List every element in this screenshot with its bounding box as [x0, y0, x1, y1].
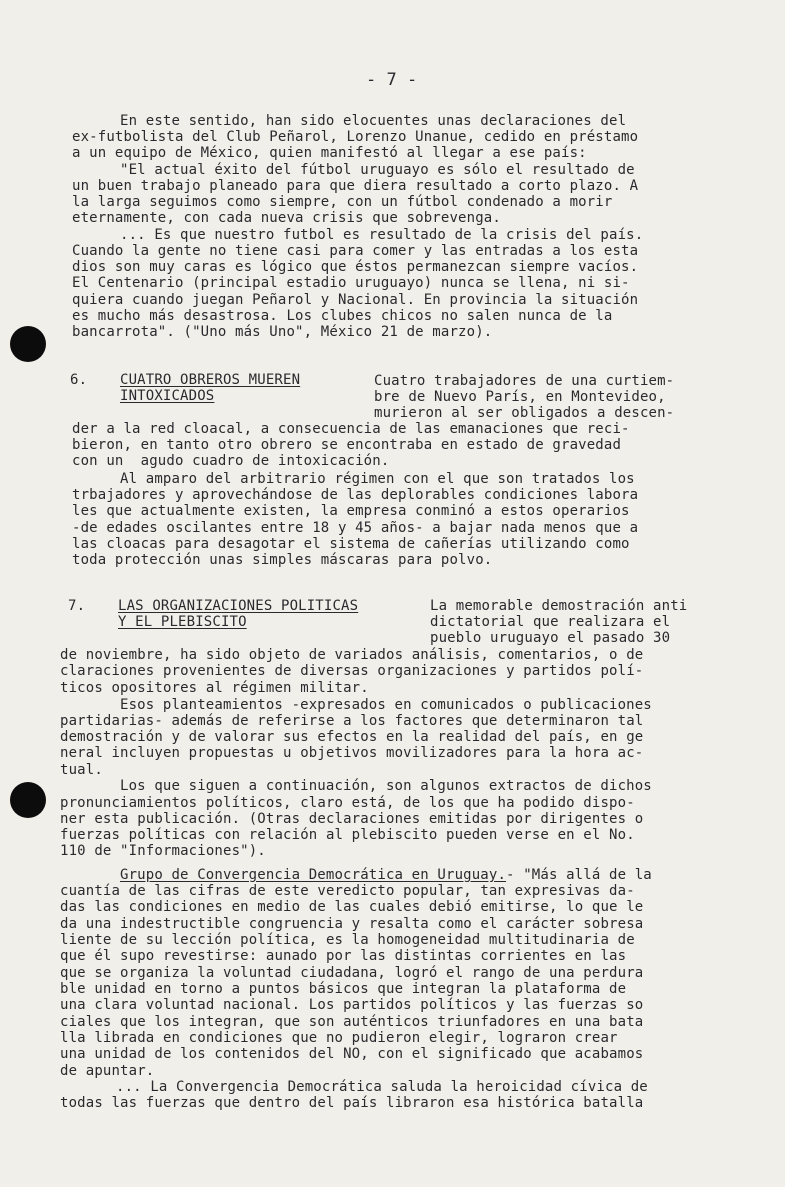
body-line: eternamente, con cada nueva crisis que sobrevenga.: [72, 210, 501, 226]
body-line: una clara voluntad nacional. Los partidos políticos y las fuerzas so: [60, 997, 644, 1013]
body-line: - "Más allá de la: [506, 867, 652, 883]
body-line: a un equipo de México, quien manifestó al llegar a ese país:: [72, 145, 587, 161]
body-line: Cuando la gente no tiene casi para comer y las entradas a los esta: [72, 243, 639, 259]
body-line: con un agudo cuadro de intoxicación.: [72, 453, 390, 469]
body-line: fuerzas políticas con relación al plebiscito pueden verse en el No.: [60, 827, 635, 843]
body-line: bieron, en tanto otro obrero se encontraba en estado de gravedad: [72, 437, 622, 453]
body-line: pronunciamientos políticos, claro está, de los que ha podido dispo-: [60, 795, 635, 811]
body-line: ticos opositores al régimen militar.: [60, 680, 369, 696]
body-line: trbajadores y aprovechándose de las deplorables condiciones labora: [72, 487, 639, 503]
side-text-line: dictatorial que realizara el: [430, 614, 671, 630]
body-line: "El actual éxito del fútbol uruguayo es sólo el resultado de: [120, 162, 635, 178]
body-line: partidarias- además de referirse a los factores que determinaron tal: [60, 713, 644, 729]
side-text-line: bre de Nuevo París, en Montevideo,: [374, 389, 666, 405]
punch-hole-top: [10, 326, 46, 362]
body-line: las cloacas para desagotar el sistema de cañerías utilizando como: [72, 536, 630, 552]
body-line: das las condiciones en medio de las cuales debió emitirse, lo que le: [60, 899, 644, 915]
body-line: un buen trabajo planeado para que diera resultado a corto plazo. A: [72, 178, 639, 194]
body-line: Al amparo del arbitrario régimen con el que son tratados los: [120, 471, 635, 487]
body-line: En este sentido, han sido elocuentes unas declaraciones del: [120, 113, 627, 129]
side-text-line: La memorable demostración anti: [430, 598, 688, 614]
body-line: que él supo revestirse: aunado por las distintas corrientes en las: [60, 948, 627, 964]
section-heading: INTOXICADOS: [120, 388, 215, 404]
body-line: neral incluyen propuestas u objetivos movilizadores para la hora ac-: [60, 745, 644, 761]
body-line: da una indestructible congruencia y resalta como el carácter sobresa: [60, 916, 644, 932]
page-number: - 7 -: [366, 70, 418, 90]
section-heading: CUATRO OBREROS MUEREN: [120, 372, 301, 388]
body-line: tual.: [60, 762, 103, 778]
section-heading: Y EL PLEBISCITO: [118, 614, 247, 630]
body-line: quiera cuando juegan Peñarol y Nacional. En provincia la situación: [72, 292, 639, 308]
body-line: es mucho más desastrosa. Los clubes chicos no salen nunca de la: [72, 308, 613, 324]
body-line: -de edades oscilantes entre 18 y 45 años- a bajar nada menos que a: [72, 520, 639, 536]
body-line: ... Es que nuestro futbol es resultado de la crisis del país.: [120, 227, 644, 243]
body-line: una unidad de los contenidos del NO, con el significado que acabamos: [60, 1046, 644, 1062]
body-line: cuantía de las cifras de este veredicto popular, tan expresivas da-: [60, 883, 635, 899]
body-line: der a la red cloacal, a consecuencia de las emanaciones que reci-: [72, 421, 630, 437]
body-line: bancarrota". ("Uno más Uno", México 21 de marzo).: [72, 324, 493, 340]
body-line: de apuntar.: [60, 1063, 155, 1079]
body-line: 110 de "Informaciones").: [60, 843, 266, 859]
side-text-line: murieron al ser obligados a descen-: [374, 405, 675, 421]
group-heading: Grupo de Convergencia Democrática en Uruguay.: [120, 867, 507, 883]
body-line: claraciones provenientes de diversas organizaciones y partidos polí-: [60, 663, 644, 679]
body-line: Esos planteamientos -expresados en comunicados o publicaciones: [120, 697, 652, 713]
body-line: todas las fuerzas que dentro del país libraron esa histórica batalla: [60, 1095, 644, 1111]
body-line: ner esta publicación. (Otras declaraciones emitidas por dirigentes o: [60, 811, 644, 827]
body-line: que se organiza la voluntad ciudadana, logró el rango de una perdura: [60, 965, 644, 981]
body-line: ble unidad en torno a puntos básicos que integran la plataforma de: [60, 981, 627, 997]
side-text-line: Cuatro trabajadores de una curtiem-: [374, 373, 675, 389]
side-text-line: pueblo uruguayo el pasado 30: [430, 630, 671, 646]
section-number: 7.: [68, 598, 86, 614]
body-line: liente de su lección política, es la homogeneidad multitudinaria de: [60, 932, 635, 948]
body-line: El Centenario (principal estadio uruguayo) nunca se llena, ni si-: [72, 275, 630, 291]
punch-hole-bottom: [10, 782, 46, 818]
body-line: de noviembre, ha sido objeto de variados análisis, comentarios, o de: [60, 647, 644, 663]
section-heading: LAS ORGANIZACIONES POLITICAS: [118, 598, 359, 614]
body-line: demostración y de valorar sus efectos en la realidad del país, en ge: [60, 729, 644, 745]
body-line: les que actualmente existen, la empresa conminó a estos operarios: [72, 503, 630, 519]
body-line: toda protección unas simples máscaras para polvo.: [72, 552, 493, 568]
body-line: Los que siguen a continuación, son algunos extractos de dichos: [120, 778, 652, 794]
body-line: ex-futbolista del Club Peñarol, Lorenzo Unanue, cedido en préstamo: [72, 129, 639, 145]
body-line: la larga seguimos como siempre, con un fútbol condenado a morir: [72, 194, 613, 210]
body-line: lla librada en condiciones que no pudieron elegir, lograron crear: [60, 1030, 618, 1046]
body-line: ciales que los integran, que son auténticos triunfadores en una bata: [60, 1014, 644, 1030]
body-line: dios son muy caras es lógico que éstos permanezcan siempre vacíos.: [72, 259, 639, 275]
body-line: ... La Convergencia Democrática saluda la heroicidad cívica de: [116, 1079, 648, 1095]
section-number: 6.: [70, 372, 88, 388]
